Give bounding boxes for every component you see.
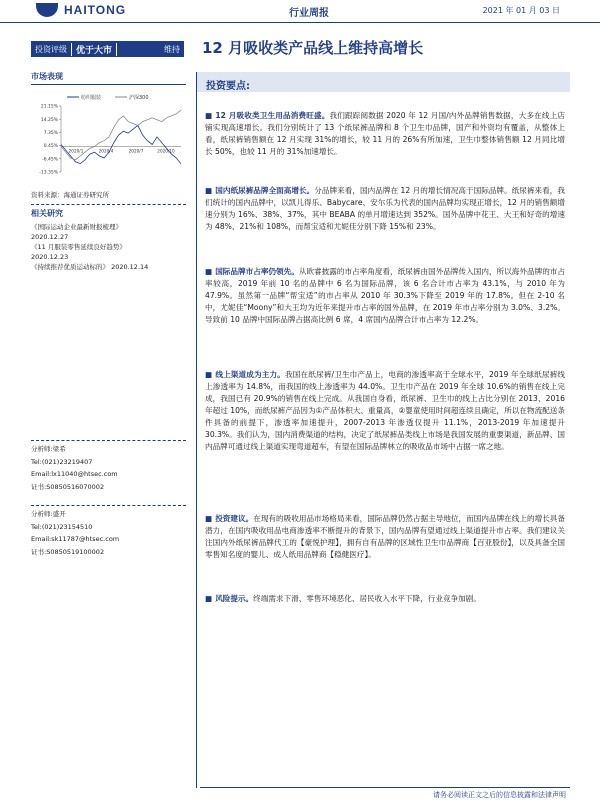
rating-box <box>31 41 184 57</box>
analyst-cert: 证书:S0850516070002 <box>31 482 105 491</box>
market-section-rule <box>31 84 186 85</box>
bullet-icon: ■ <box>205 514 213 523</box>
highlight-lead: 投资建议。 <box>215 514 254 523</box>
analyst-email[interactable]: Email:sk11787@htsec.com <box>31 535 120 543</box>
footer-rule <box>200 787 570 788</box>
related-item-date: 2020.12.27 <box>31 233 69 241</box>
y-tick-label: 0.45% <box>43 144 58 150</box>
y-tick-label: -13.35% <box>39 170 58 176</box>
x-tick-label: 2020/7 <box>128 148 144 154</box>
haitong-logo <box>36 0 126 20</box>
legend-label: 沪深300 <box>129 95 149 101</box>
rating-status: 维持 <box>164 44 180 54</box>
related-section-title: 相关研究 <box>31 209 63 218</box>
highlight-text: 分品牌来看，国内品牌在 12 月的增长情况高于国际品牌。纸尿裤来看，我们统计的国内品牌中，以凯儿得乐、Babycare、安尔乐为代表的国内品牌均实现正增长，12 月的销售额增速分别为 16%、38%、37%，其中 BEABA 的单月增速达到 352%。国外品牌中花王、大王和好奇的增速为 48%、21%和 108%，而帮宝适和尤妮佳分别下降 15%和 23%。 <box>205 186 565 231</box>
related-research-list <box>31 222 191 272</box>
page-title: 12 月吸收类产品线上维持高增长 <box>202 39 424 57</box>
highlight-text: 我们跟踪阅数据 2020 年 12 月国/内外品牌销售数据，大多在线上店铺实现高速增长。我们分别统计了 13 个纸尿裤品牌和 8 个卫生巾品牌，国产和外资均有覆盖，从整体上看，纸尿裤销售额在 12 月实现 31%的增长，较 11 月的 26%有所加速，卫生巾整体销售额 12 月同比增长 50%，也较 11 月的 31%加速增长。 <box>205 111 565 156</box>
related-item[interactable]: 《国际运动企业最新财报梳理》 <box>31 223 122 231</box>
market-performance-chart <box>31 92 186 182</box>
highlight-text: 在现有的吸收用品市场格局来看，国际品牌仍然占据主导地位，而国内品牌在线上的增长具备潜力，在国内吸收用品电商渗透率不断提升的背景下，国内品牌有望通过线上渠道提升市占率。我们建议关注国内外纸尿裤品牌代工的【豪悦护理】，拥有自有品牌的区域性卫生巾品牌商【百亚股份】，以及具备全国零售知名度的婴儿、成人纸用品牌商【稳健医疗】。 <box>205 514 565 559</box>
highlights-header-bar <box>196 72 570 92</box>
related-item[interactable]: 《持续推荐优质运动标的》 2020.12.14 <box>31 263 149 271</box>
highlight-item <box>205 593 565 605</box>
y-tick-label: 14.25% <box>40 117 58 123</box>
highlight-item <box>205 185 565 233</box>
x-tick-label: 2020/1 <box>68 148 84 154</box>
analyst-name: 分析师:梁希 <box>31 445 66 453</box>
logo-text: HAITONG <box>64 3 127 17</box>
bullet-icon: ■ <box>205 186 213 195</box>
analyst-email[interactable]: Email:lx11040@htsec.com <box>31 470 118 478</box>
analyst-cert: 证书:S0850519100002 <box>31 547 105 556</box>
highlight-lead: 国内纸尿裤品牌全面高增长。 <box>215 186 315 195</box>
highlight-lead: 12 月吸收类卫生用品消费旺盛。 <box>215 111 330 120</box>
series-line <box>61 125 181 163</box>
bullet-icon: ■ <box>205 111 213 120</box>
highlight-item <box>205 513 565 561</box>
highlights-title: 投资要点: <box>206 81 250 92</box>
y-tick-label: -6.45% <box>42 157 58 163</box>
chart-series <box>61 110 181 164</box>
highlight-text: 终端需求下滑、零售环境恶化、居民收入水平下降，行业竞争加剧。 <box>253 594 481 603</box>
report-type: 行业周报 <box>289 8 329 19</box>
source-divider <box>31 204 186 205</box>
analyst-divider <box>31 440 186 441</box>
analyst-divider <box>31 505 186 506</box>
rating-label: 投资评级 <box>35 44 67 54</box>
highlight-item <box>205 266 565 326</box>
chart-y-axis <box>39 104 61 176</box>
highlight-text: 我国在纸尿裤/卫生巾产品上，电商的渗透率高于全球水平，2019 年全球纸尿裤线上渗透率为 14.8%，而我国的线上渗透率为 44.0%。卫生巾产品在 2019 年全球 10.6%的销售在线上完成，我国已有 20.9%的销售在线上完成。从我国自身看，纸尿裤、卫生巾的线上占比分别在 2013、2016 年超过 10%，而纸尿裤产品因为①产品体积大、重量高，②婴童使用时间超连续且确定，所以在物流配送条件具备的前提下，渗透率加速提升，2007-2013 年渗透仅提升 11.1%，2013-2019 年加速提升 30.3%。我们认为，国内消费渠道的结构，决定了纸尿裤品类线上市场是我国发展的重要渠道，新品牌、国内品牌可通过线上渠道实现弯道超车，有望在国际品牌林立的吸收品市场中占据一席之地。 <box>205 370 566 451</box>
y-tick-label: 21.15% <box>40 104 58 110</box>
highlight-item <box>205 369 565 453</box>
chart-legend <box>67 94 149 101</box>
analyst-tel: Tel:(021)23219407 <box>31 457 93 466</box>
report-date: 2021 年 01 月 03 日 <box>482 6 560 15</box>
page-header <box>0 0 600 23</box>
logo-mark-icon <box>36 3 58 17</box>
x-tick-label: 2020/4 <box>98 148 114 154</box>
analyst-card-2 <box>31 508 186 558</box>
footer-disclaimer[interactable]: 请务必阅读正文之后的信息披露和法律声明 <box>433 791 566 799</box>
analyst-name: 分析师:盛开 <box>31 510 66 518</box>
chart-x-axis <box>61 146 181 153</box>
highlight-lead: 风险提示。 <box>215 594 254 603</box>
chart-source: 资料来源：海通证券研究所 <box>31 191 109 199</box>
highlight-lead: 线上渠道成为主力。 <box>215 370 286 379</box>
bullet-icon: ■ <box>205 370 213 379</box>
related-item[interactable]: 《11 月服装零售延续良好趋势》 <box>31 243 126 251</box>
rating-value: 优于大市 <box>71 43 117 56</box>
x-tick-label: 2020/10 <box>157 148 175 154</box>
bullet-icon: ■ <box>205 594 213 603</box>
related-item-date: 2020.12.23 <box>31 253 69 261</box>
highlight-text: 从欧睿披露的市占率角度看，纸尿裤由国外品牌传入国内，所以海外品牌的市占率较高，2019 年前 10 名的品牌中 6 名为国际品牌，该 6 名合计市占率为 43.1%，与 2010 年为 47.9%。虽然第一品牌“帮宝适”的市占率从 2010 年 30.3%下降至 2019 年的 17.8%。但在 2-10 名中，尤妮佳“Moony”和大王均为近年来提升市占率的国外品牌，在 2019 年市占率分别为 3.0%、3.2%。导致前 10 品牌中国际品牌占据高比例 6 席，4 席国内品牌合计市占率为 12.2%。 <box>205 267 565 324</box>
analyst-card-1 <box>31 443 186 493</box>
market-section-title: 市场表现 <box>31 72 63 81</box>
highlight-item <box>205 110 565 158</box>
y-tick-label: 7.35% <box>43 131 58 136</box>
legend-label: 纺织服装 <box>81 95 102 101</box>
analyst-tel: Tel:(021)23154510 <box>31 522 93 531</box>
content-divider-line <box>196 72 197 788</box>
bullet-icon: ■ <box>205 267 213 276</box>
highlight-lead: 国际品牌市占率仍领先。 <box>215 267 299 276</box>
